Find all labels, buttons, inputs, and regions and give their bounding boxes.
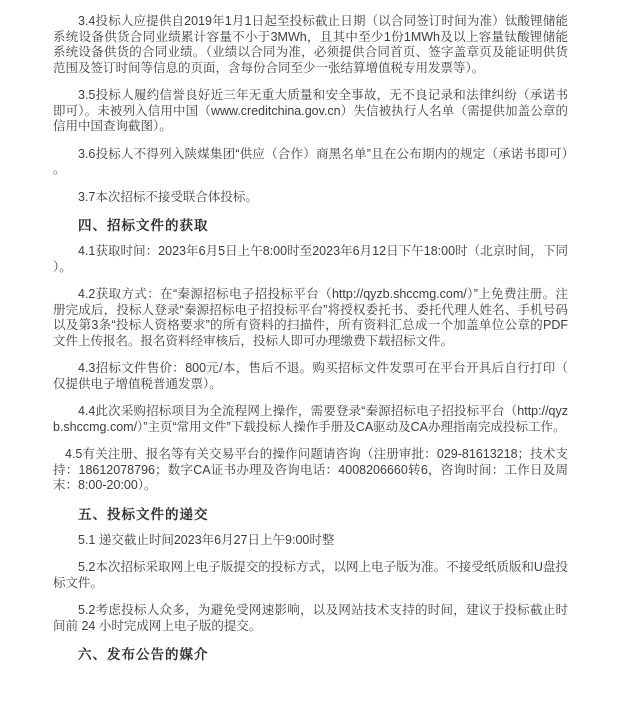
paragraph-3-7-no-consortium: 3.7本次招标不接受联合体投标。: [78, 189, 258, 204]
section-heading-6-announcement-media: 六、发布公告的媒介: [78, 647, 209, 662]
paragraph-4-4-online-process: 4.4此次采购招标项目为全流程网上操作，需要登录“秦源招标电子招投标平台（http://qyzb.shccmg.com/）”主页“常用文件”下载投标人操作手册及CA驱动及CA办理指南完成投标工作。: [53, 404, 568, 434]
paragraph-4-2-obtain-method: 4.2获取方式：在“秦源招标电子招投标平台（http://qyzb.shccmg.com/）”上免费注册。注册完成后，投标人登录“秦源招标电子招投标平台”将授权委托书、委托代理人姓名、手机号码以及第3条“投标人资格要求”的所有资料的扫描件，所有资料汇总成一个加盖单位公章的PDF文件上传报名。报名资料经审核后，投标人即可办理缴费下载招标文件。: [53, 287, 568, 348]
paragraph-3-4-supplier-performance: 3.4投标人应提供自2019年1月1日起至投标截止日期（以合同签订时间为准）钛酸锂储能系统设备供货合同业绩累计容量不小于3MWh，且其中至少1份1MWh及以上容量钛酸锂储能系统设备供货的合同业绩。（业绩以合同为准，必须提供合同首页、签字盖章页及能证明供货范围及签订时间等信息的页面，含每份合同至少一张结算增值税专用发票等）。: [53, 14, 568, 75]
section-heading-4-obtain-documents: 四、招标文件的获取: [78, 218, 209, 233]
paragraph-4-3-document-price: 4.3招标文件售价：800元/本，售后不退。购买招标文件发票可在平台开具后自行打印（仅提供电子增值税普通发票）。: [53, 361, 568, 391]
paragraph-5-1-deadline: 5.1 递交截止时间2023年6月27日上午9:00时整: [78, 532, 335, 547]
paragraph-5-2-electronic-submission: 5.2本次招标采取网上电子版提交的投标方式，以网上电子版为准。不接受纸质版和U盘投标文件。: [53, 560, 568, 590]
section-heading-5-bid-submission: 五、投标文件的递交: [78, 506, 209, 522]
paragraph-3-5-credit-record: 3.5投标人履约信誉良好近三年无重大质量和安全事故，无不良记录和法律纠纷（承诺书即可）。未被列入信用中国（www.creditchina.gov.cn）失信被执行人名单（需提供加盖公章的信用中国查询截图）。: [53, 88, 568, 133]
paragraph-3-6-blacklist: 3.6投标人不得列入陕煤集团“供应（合作）商黑名单”且在公布期内的规定（承诺书即可）。: [53, 146, 568, 176]
paragraph-5-2-early-submission-advice: 5.2考虑投标人众多，为避免受网速影响，以及网站技术支持的时间，建议于投标截止时间前 24 小时完成网上电子版的提交。: [53, 603, 568, 633]
paragraph-4-1-obtain-time: 4.1获取时间：2023年6月5日上午8:00时至2023年6月12日下午18:00时（北京时间，下同）。: [53, 244, 568, 274]
paragraph-4-5-support-contacts: 4.5有关注册、报名等有关交易平台的操作问题请咨询（注册审批：029-81613218；技术支持：18612078796；数字CA证书办理及咨询电话：4008206660转6，咨询时间：工作日及周末：8:00-20:00）。: [53, 447, 568, 492]
